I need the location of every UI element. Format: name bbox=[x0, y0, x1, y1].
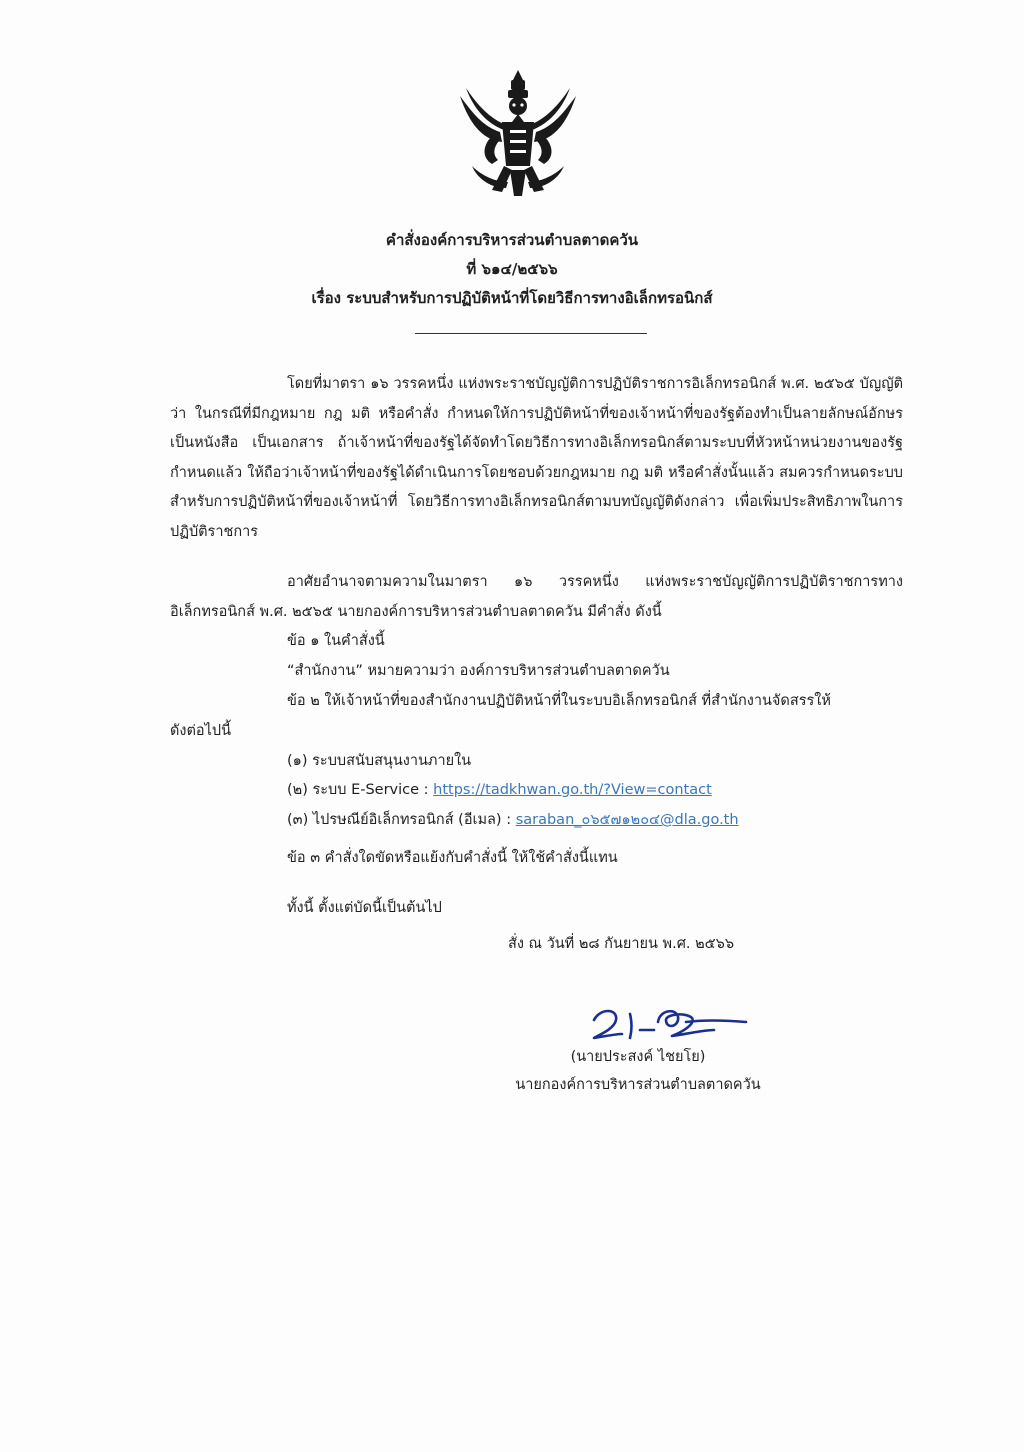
eservice-link[interactable]: https://tadkhwan.go.th/?View=contact bbox=[433, 782, 712, 798]
signatory-name: (นายประสงค์ ไชยโย) bbox=[570, 1049, 706, 1065]
email-link[interactable]: saraban_๐๖๕๗๑๒๐๔@dla.go.th bbox=[515, 812, 739, 828]
list-item bbox=[287, 778, 712, 801]
preamble-paragraph: โดยที่มาตรา ๑๖ วรรคหนึ่ง แห่งพระราชบัญญัติการปฏิบัติราชการอิเล็กทรอนิกส์ พ.ศ. ๒๕๖๕ บัญญัติว่า ในกรณีที่มีกฎหมาย กฎ มติ หรือคำสั่ง กำหนดให้การปฏิบัติหน้าที่ของเจ้าหน้าที่ของรัฐต้องทำเป็นลายลักษณ์อักษร เป็นหนังสือ เป็นเอกสาร ถ้าเจ้าหน้าที่ของรัฐได้จัดทำโดยวิธีการทางอิเล็กทรอนิกส์ตามระบบที่หัวหน้าหน่วยงานของรัฐกำหนดแล้ว ให้ถือว่าเจ้าหน้าที่ของรัฐได้ดำเนินการโดยชอบด้วยกฎหมาย กฎ มติ หรือคำสั่งนั้นแล้ว สมควรกำหนดระบบสำหรับการปฏิบัติหน้าที่ของเจ้าหน้าที่ โดยวิธีการทางอิเล็กทรอนิกส์ตามบทบัญญัติดังกล่าว เพื่อเพิ่มประสิทธิภาพในการปฏิบัติราชการ bbox=[170, 376, 903, 540]
clause-2-continuation: ดังต่อไปนี้ bbox=[170, 723, 232, 739]
order-number: ที่ ๖๑๔/๒๕๖๖ bbox=[466, 260, 558, 278]
authority-paragraph: อาศัยอำนาจตามความในมาตรา ๑๖ วรรคหนึ่ง แห่งพระราชบัญญัติการปฏิบัติราชการทางอิเล็กทรอนิกส์ พ.ศ. ๒๕๖๕ นายกองค์การบริหารส่วนตำบลตาดควัน มีคำสั่ง ดังนี้ bbox=[170, 574, 903, 620]
clause-1: ข้อ ๑ ในคำสั่งนี้ bbox=[287, 633, 385, 649]
title-divider bbox=[415, 333, 647, 334]
signatory-position: นายกองค์การบริหารส่วนตำบลตาดควัน bbox=[515, 1077, 761, 1093]
order-title: คำสั่งองค์การบริหารส่วนตำบลตาดควัน bbox=[385, 231, 639, 249]
item-label: (๑) ระบบสนับสนุนงานภายใน bbox=[287, 753, 472, 769]
signature-icon bbox=[582, 1000, 762, 1044]
clause-3: ข้อ ๓ คำสั่งใดขัดหรือแย้งกับคำสั่งนี้ ให้ใช้คำสั่งนี้แทน bbox=[287, 850, 618, 866]
order-subject: เรื่อง ระบบสำหรับการปฏิบัติหน้าที่โดยวิธีการทางอิเล็กทรอนิกส์ bbox=[311, 289, 713, 307]
clause-2: ข้อ ๒ ให้เจ้าหน้าที่ของสำนักงานปฏิบัติหน้าที่ในระบบอิเล็กทรอนิกส์ ที่สำนักงานจัดสรรให้ bbox=[287, 693, 831, 709]
garuda-emblem-icon bbox=[452, 66, 584, 206]
item-label: (๒) ระบบ E-Service : bbox=[287, 782, 434, 798]
list-item bbox=[287, 808, 739, 831]
item-label: (๓) ไปรษณีย์อิเล็กทรอนิกส์ (อีเมล) : bbox=[287, 812, 516, 828]
issued-date: สั่ง ณ วันที่ ๒๘ กันยายน พ.ศ. ๒๕๖๖ bbox=[508, 936, 735, 952]
office-definition: “สำนักงาน” หมายความว่า องค์การบริหารส่วนตำบลตาดควัน bbox=[287, 663, 670, 679]
list-item bbox=[287, 749, 471, 772]
effective-statement: ทั้งนี้ ตั้งแต่บัดนี้เป็นต้นไป bbox=[287, 900, 442, 916]
